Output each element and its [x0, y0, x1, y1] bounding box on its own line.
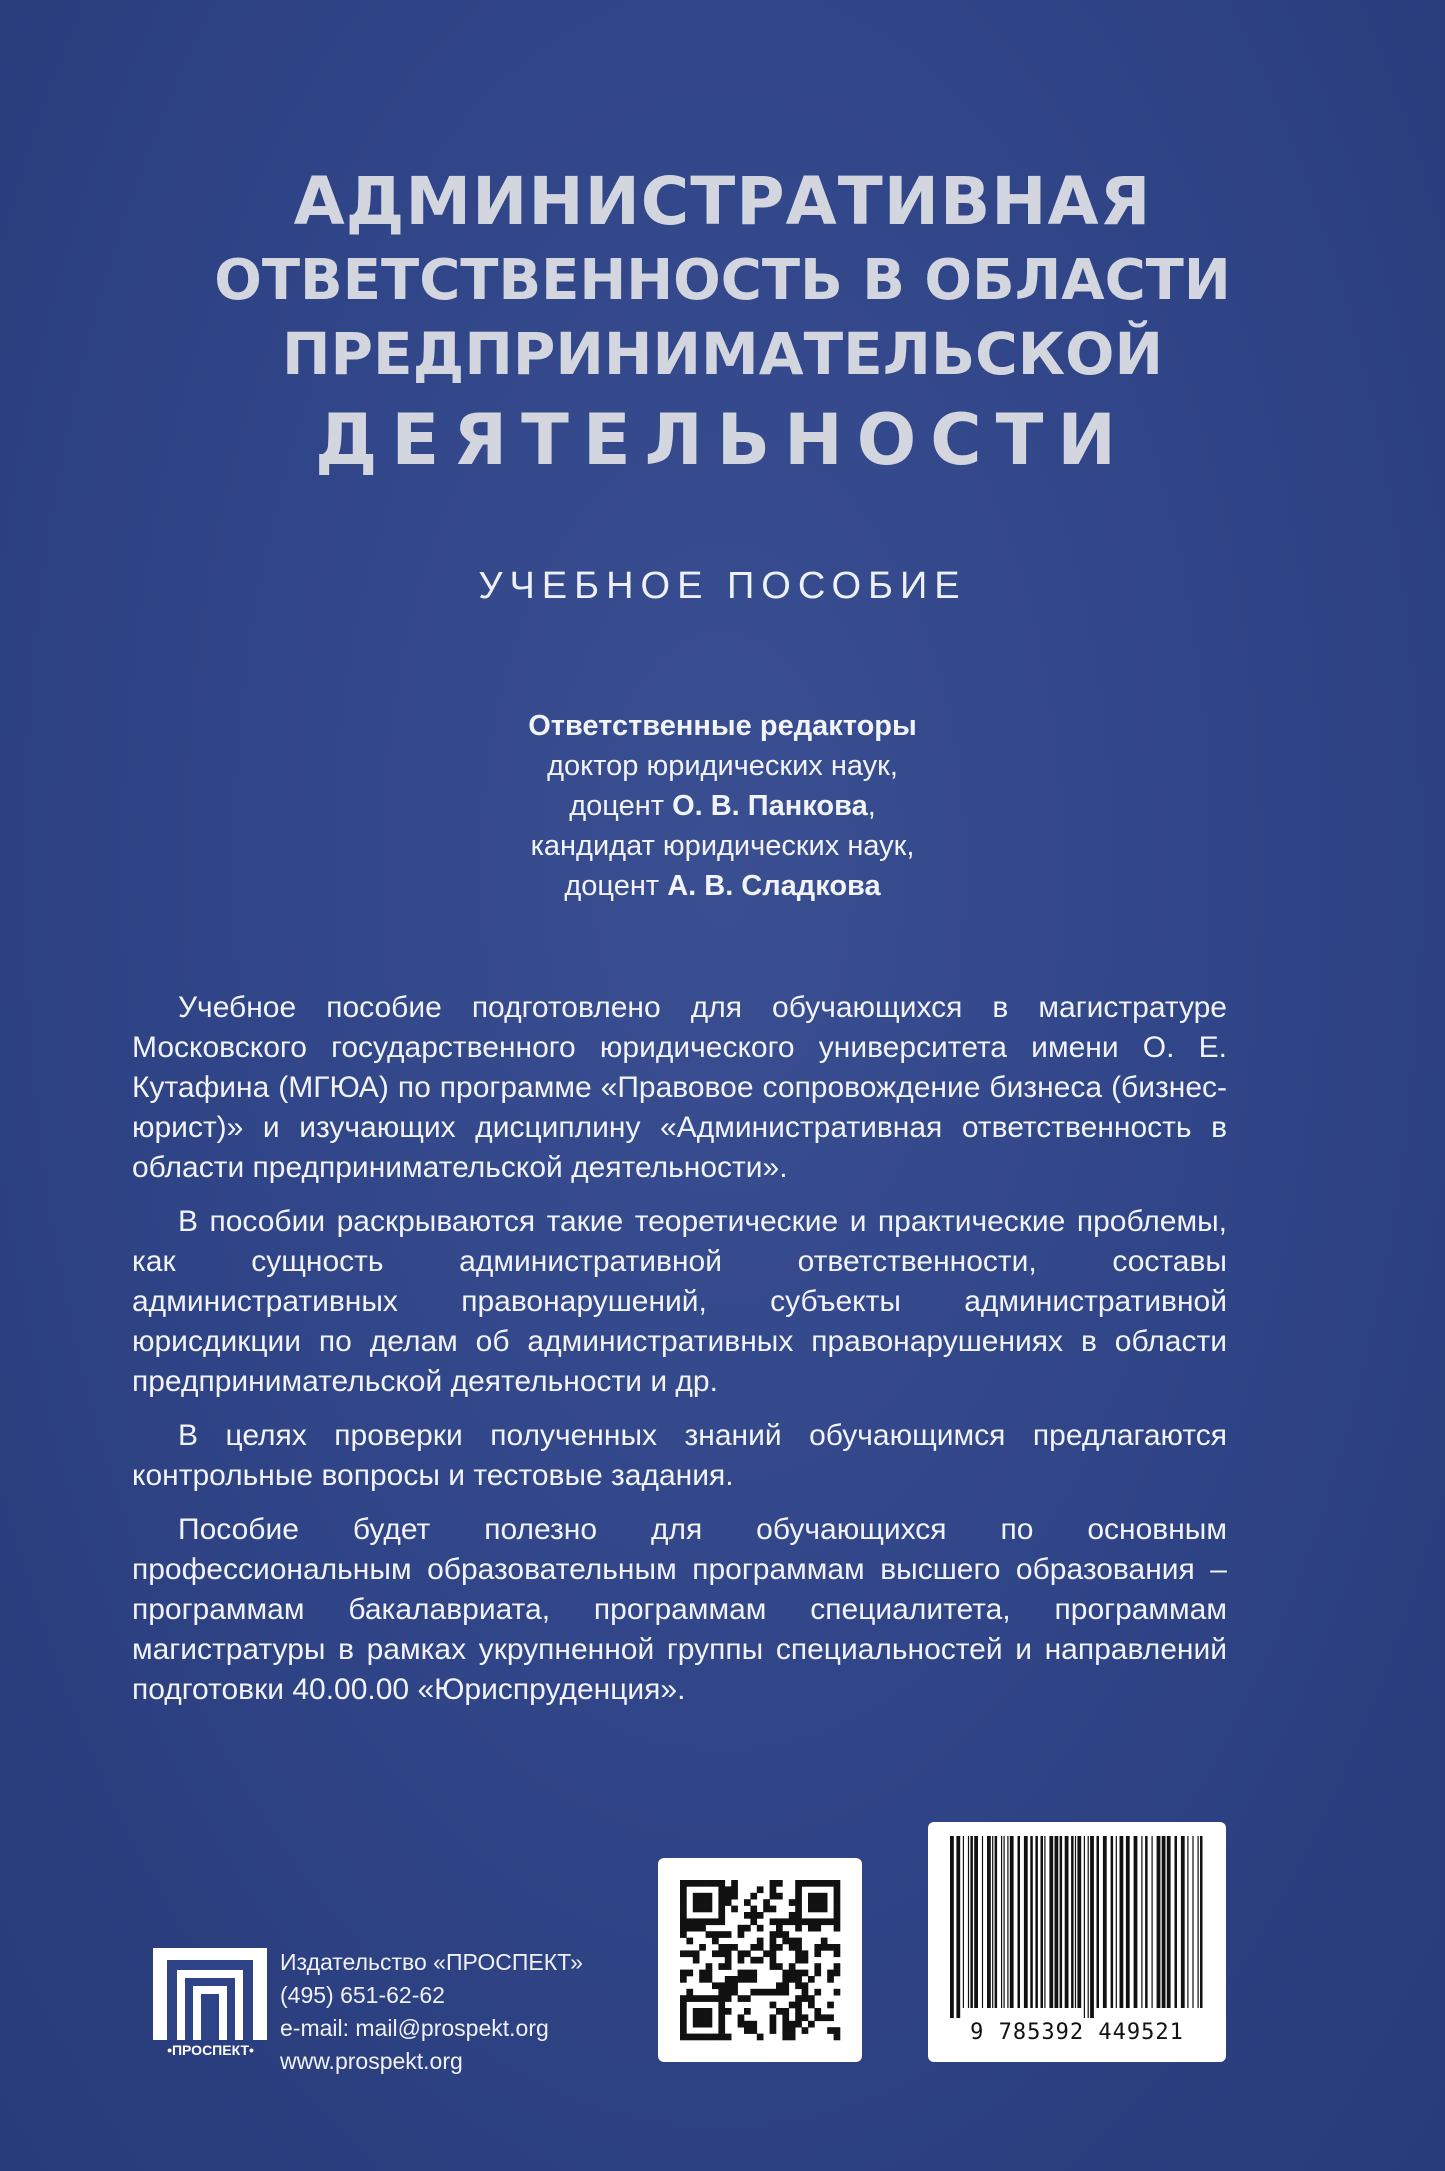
title-line-4: ДЕЯТЕЛЬНОСТИ — [315, 399, 1130, 481]
editor-1-title: доцент — [569, 790, 673, 822]
book-subtitle: УЧЕБНОЕ ПОСОБИЕ — [478, 565, 967, 607]
isbn-number: 9 785392 449521 — [970, 2020, 1184, 2045]
paragraph-3: В целях проверки полученных знаний обучающимся предлагаются контрольные вопросы и тестовые задания. — [132, 1419, 1227, 1492]
annotation-text — [132, 988, 1227, 1724]
editor-2-degree: кандидат юридических наук, — [530, 830, 915, 862]
editor-1-line — [0, 786, 1445, 826]
paragraph-1: Учебное пособие подготовлено для обучающихся в магистратуре Московского государственного юридического университета имени О. Е. Кутафина (МГЮА) по программе «Правовое сопровождение бизнеса (бизнес-юрист)» и изучающих дисциплину «Административная ответственность в области предпринимательской деятельности». — [132, 991, 1227, 1184]
publisher-info — [280, 1946, 583, 2078]
editors-heading: Ответственные редакторы — [528, 710, 917, 742]
publisher-website: www.prospekt.org — [280, 2048, 463, 2074]
barcode-icon — [928, 1822, 1226, 2022]
qr-code — [658, 1858, 862, 2062]
title-line-3: ПРЕДПРИНИМАТЕЛЬСКОЙ — [282, 320, 1163, 388]
paragraph-4: Пособие будет полезно для обучающихся по основным профессиональным образовательным программам высшего образования – программам бакалавриата, программам специалитета, программам магистратуры в рамках укрупненной группы специальностей и направлений подготовки 40.00.00 «Юриспруденция». — [132, 1513, 1227, 1706]
publisher-email: e-mail: mail@prospekt.org — [280, 2015, 549, 2041]
book-title — [0, 158, 1445, 488]
isbn-barcode — [928, 1822, 1226, 2062]
editor-2-title: доцент — [564, 870, 668, 902]
paragraph-2: В пособии раскрываются такие теоретические и практические проблемы, как сущность административной ответственности, составы административных правонарушений, субъекты административной юрисдикции по делам об административных правонарушениях в области предпринимательской деятельности и др. — [132, 1205, 1227, 1398]
publisher-name: Издательство «ПРОСПЕКТ» — [280, 1949, 583, 1975]
qr-code-icon — [658, 1858, 862, 2062]
publisher-phone: (495) 651-62-62 — [280, 1982, 445, 2008]
editor-2-name: А. В. Сладкова — [667, 870, 881, 902]
editors-block — [0, 706, 1445, 906]
publisher-logo-text: •ПРОСПЕКТ• — [167, 2042, 254, 2058]
editor-1-comma: , — [867, 790, 876, 822]
title-line-1: АДМИНИСТРАТИВНАЯ — [293, 163, 1152, 240]
editor-2-line — [0, 866, 1445, 906]
editor-1-degree: доктор юридических наук, — [547, 750, 898, 782]
editor-1-name: О. В. Панкова — [672, 790, 868, 822]
title-line-2: ОТВЕТСТВЕННОСТЬ В ОБЛАСТИ — [214, 248, 1231, 313]
